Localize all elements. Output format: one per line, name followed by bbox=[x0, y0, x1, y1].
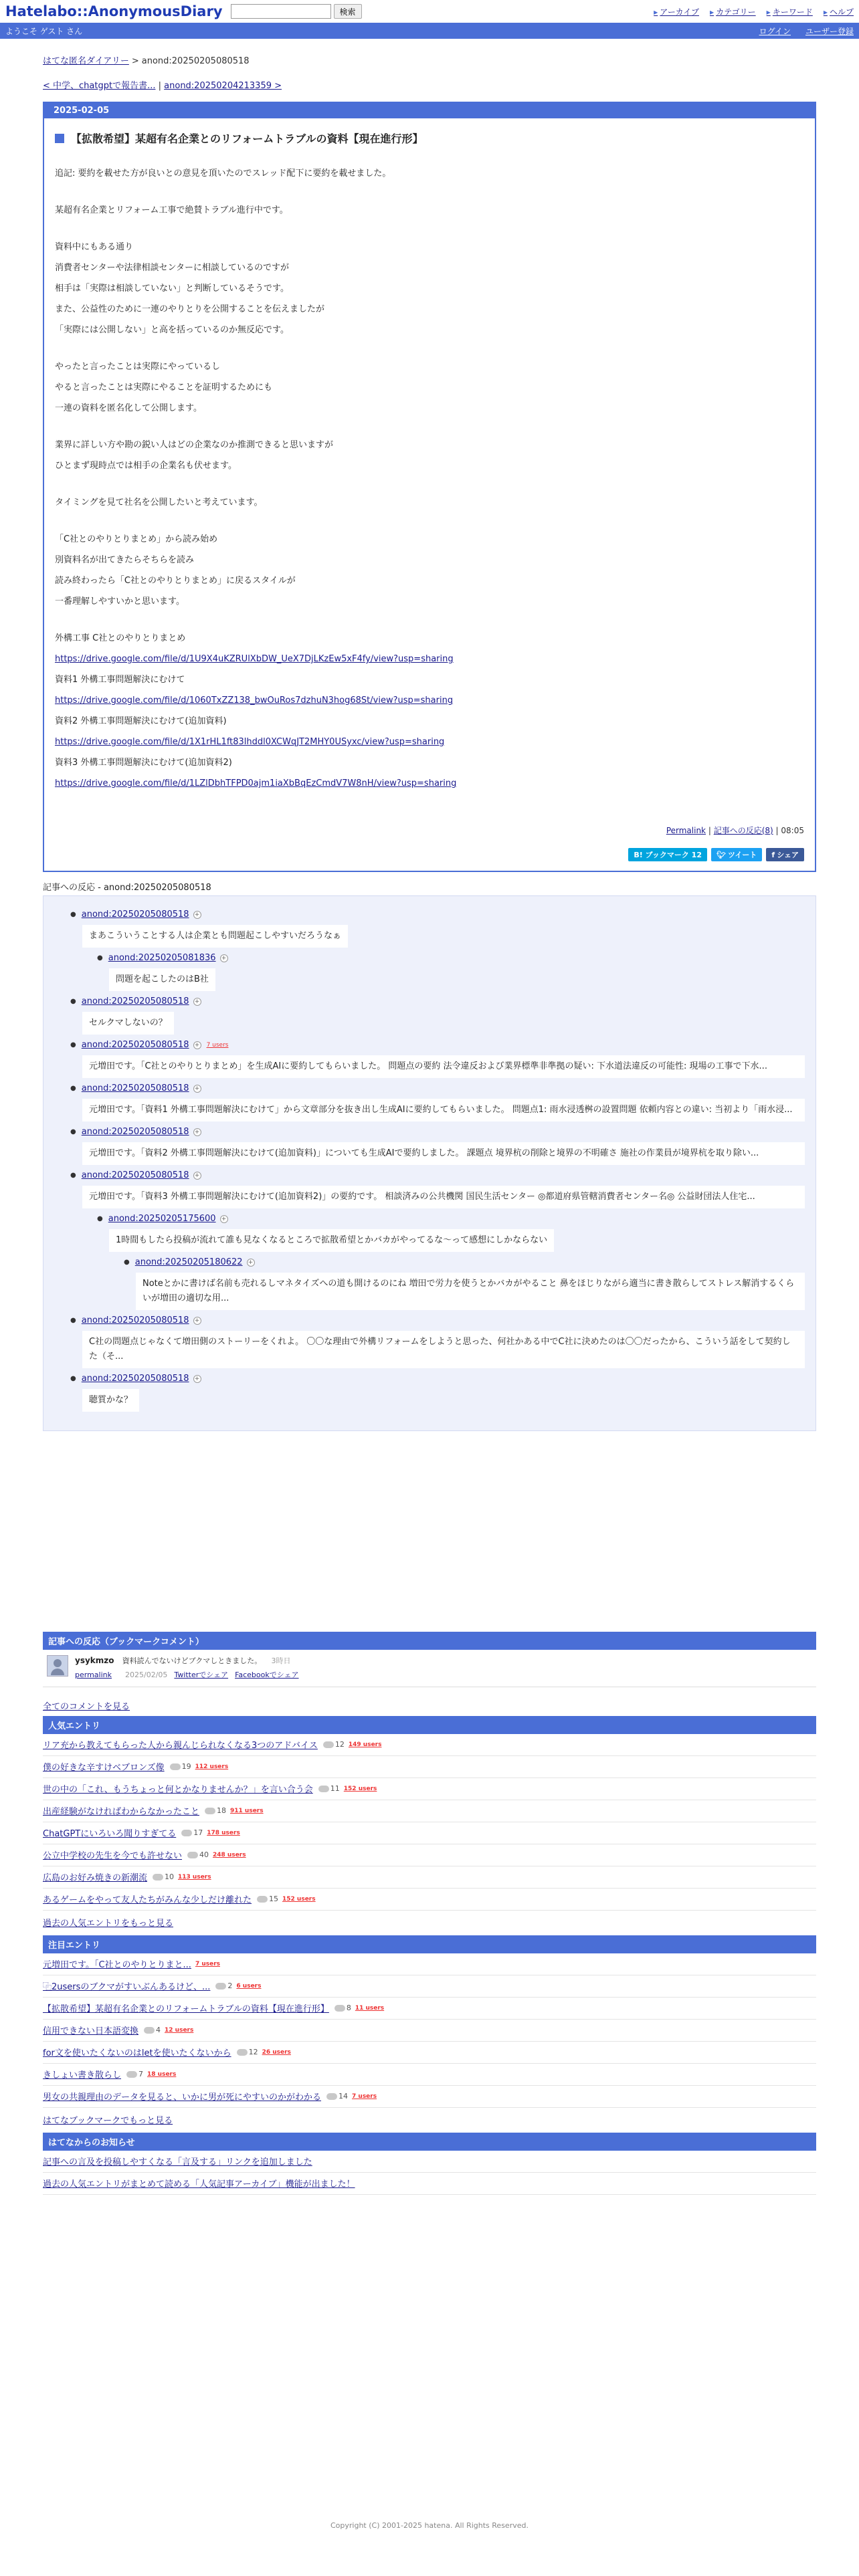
entry-list-item bbox=[43, 2064, 816, 2086]
entry-line: 追記: 要約を載せた方が良いとの意見を頂いたのでスレッド配下に要約を載せました。 bbox=[55, 169, 391, 179]
footer-separator: | bbox=[708, 826, 711, 835]
reaction-excerpt: Noteとかに書けば名前も売れるしマネタイズへの道も開けるのにね 増田で労力を使うとかバカがやること 鼻をほじりながら適当に書き散らしてストレス解消するくらいが増田の適切な用... bbox=[136, 1273, 805, 1310]
material-link[interactable]: https://drive.google.com/file/d/1060TxZZ138_bwOuRos7dzhuN3hog68St/view?usp=sharing bbox=[55, 695, 454, 706]
bookmark-users-badge[interactable]: 152 users bbox=[282, 1895, 316, 1903]
reaction-link[interactable]: anond:20250205080518 bbox=[81, 1083, 189, 1093]
fb-share-label: シェア bbox=[777, 851, 799, 859]
news-list bbox=[43, 2151, 816, 2195]
comment-bubble-icon bbox=[144, 2027, 155, 2034]
entry-line: ひとまず現時点では相手の企業名も伏せます。 bbox=[55, 461, 237, 471]
reaction-excerpt: 元増田です。「資料1 外構工事問題解決にむけて」から文章部分を抜き出し生成AIに要約してもらいました。 問題点1: 雨水浸透桝の設置問題 依頼内容との違い: 当初より「雨水浸... bbox=[82, 1099, 805, 1121]
entry-paragraph bbox=[55, 529, 804, 612]
reaction-link[interactable]: anond:20250205175600 bbox=[108, 1214, 216, 1224]
reaction-item bbox=[70, 1083, 805, 1121]
entry-time: 08:05 bbox=[781, 826, 804, 835]
entry-date: 2025-02-05 bbox=[44, 103, 815, 118]
bookmark-users-badge[interactable]: 7 users bbox=[352, 2092, 377, 2100]
facebook-share-link[interactable]: Facebookでシェア bbox=[235, 1671, 299, 1679]
breadcrumb-current: anond:20250205080518 bbox=[141, 56, 250, 66]
reaction-excerpt: まあこういうことする人は企業とも問題起こしやすいだろうなぁ bbox=[82, 925, 348, 948]
main-content bbox=[43, 39, 816, 2195]
bookmark-users-badge[interactable]: 178 users bbox=[207, 1829, 240, 1836]
reaction-link[interactable]: anond:20250205080518 bbox=[81, 1040, 189, 1050]
reaction-item bbox=[70, 909, 805, 948]
reaction-head bbox=[70, 996, 805, 1006]
bookmark-users-badge[interactable]: 6 users bbox=[236, 1982, 262, 1990]
all-comments bbox=[43, 1699, 816, 1712]
comment-bubble-icon bbox=[205, 1808, 215, 1814]
entry-line: 資料中にもある通り bbox=[55, 242, 134, 252]
notable-list bbox=[43, 1953, 816, 2108]
entry-list-link[interactable]: きしょい書き散らし bbox=[43, 2070, 122, 2080]
reaction-item bbox=[70, 1374, 805, 1412]
comment-bubble-icon bbox=[318, 1786, 329, 1792]
expand-icon[interactable]: + bbox=[193, 1317, 201, 1325]
comment-count: 4 bbox=[156, 2026, 161, 2034]
bookmark-users-badge[interactable]: 11 users bbox=[355, 2004, 385, 2012]
comment-bubble-icon bbox=[323, 1741, 334, 1748]
material-link[interactable]: https://drive.google.com/file/d/1U9X4uKZRUlXbDW_UeX7DjLKzEw5xF4fy/view?usp=sharing bbox=[55, 654, 454, 664]
reaction-item bbox=[70, 1315, 805, 1368]
footer-separator: | bbox=[775, 826, 779, 835]
comment-bubble-icon bbox=[126, 2071, 137, 2078]
expand-icon[interactable]: + bbox=[247, 1259, 255, 1267]
reaction-excerpt: 問題を起こしたのはB社 bbox=[109, 968, 215, 991]
reactions-tree bbox=[43, 895, 816, 1431]
comment-count: 12 bbox=[248, 2048, 258, 2056]
prev-next-nav bbox=[43, 78, 816, 91]
entry-line: 別資料名が出てきたらそちらを読み bbox=[55, 555, 195, 565]
entry-line: 「C社とのやりとりまとめ」から読み始め bbox=[55, 534, 218, 544]
hatena-bookmark-button[interactable]: B! ブックマーク 12 bbox=[628, 848, 707, 861]
reaction-head bbox=[70, 909, 805, 920]
user-bar bbox=[0, 23, 859, 39]
material-link-row bbox=[55, 732, 804, 752]
expand-icon[interactable]: + bbox=[193, 1128, 201, 1136]
material-link[interactable]: https://drive.google.com/file/d/1X1rHL1ft83lhddl0XCWqJT2MHY0USyxc/view?usp=sharing bbox=[55, 737, 445, 747]
comment-bubble-icon bbox=[326, 2093, 337, 2100]
entry-list-item bbox=[43, 1800, 816, 1822]
entry-paragraph bbox=[55, 492, 804, 513]
entry-line: タイミングを見て社名を公開したいと考えています。 bbox=[55, 498, 263, 508]
reaction-link[interactable]: anond:20250205080518 bbox=[81, 1374, 189, 1384]
register-link[interactable]: ユーザー登録 bbox=[805, 26, 854, 36]
comment-bubble-icon bbox=[335, 2005, 345, 2012]
entry-list-link[interactable]: 世の中の「これ、もうちょっと何とかなりませんか？」を言い合う会 bbox=[43, 1785, 313, 1795]
expand-icon[interactable]: + bbox=[193, 911, 201, 919]
bookmark-permalink[interactable]: permalink bbox=[75, 1671, 112, 1679]
comment-count: 2 bbox=[227, 1981, 233, 1990]
bookmark-users-badge[interactable]: 7 users bbox=[195, 1960, 220, 1967]
entry-list-link[interactable]: 【拡散希望】某超有名企業とのリフォームトラブルの資料【現在進行形】 bbox=[43, 2004, 329, 2014]
bookmark-meta bbox=[75, 1669, 306, 1680]
bookmark-users-badge[interactable]: 12 users bbox=[165, 2026, 194, 2034]
entry-line: 読み終わったら「C社とのやりとりまとめ」に戻るスタイルが bbox=[55, 576, 296, 586]
title-square-icon bbox=[55, 134, 64, 143]
news-item bbox=[43, 2173, 816, 2195]
bullet-icon: ● bbox=[97, 954, 103, 962]
reaction-head bbox=[70, 1374, 805, 1384]
material-label: 資料3 外構工事問題解決にむけて(追加資料2) bbox=[55, 758, 232, 768]
nav-help[interactable]: ▶ ヘルプ bbox=[824, 6, 854, 17]
bullet-icon: ● bbox=[70, 998, 76, 1005]
reaction-item bbox=[124, 1257, 805, 1310]
entry-list-item bbox=[43, 1975, 816, 1998]
entry-list-item bbox=[43, 1822, 816, 1844]
comment-bubble-icon bbox=[187, 1852, 198, 1858]
material-label: 資料1 外構工事問題解決にむけて bbox=[55, 675, 185, 685]
entry-list-link[interactable]: 公立中学校の先生を今でも許せない bbox=[43, 1851, 183, 1861]
entry-list-link[interactable]: for文を使いたくないのはletを使いたくないから bbox=[43, 2048, 231, 2058]
expand-icon[interactable]: + bbox=[193, 1041, 201, 1049]
welcome-text: ようこそ ゲスト さん bbox=[5, 26, 83, 36]
entry-title-text[interactable]: 【拡散希望】某超有名企業とのリフォームトラブルの資料【現在進行形】 bbox=[71, 132, 423, 145]
entry-line: やると言ったことは実際にやることを証明するためにも bbox=[55, 383, 273, 393]
entry-list-item bbox=[43, 2020, 816, 2042]
bullet-icon: ● bbox=[70, 1085, 76, 1092]
expand-icon[interactable]: + bbox=[193, 998, 201, 1006]
search-input[interactable] bbox=[231, 4, 331, 19]
top-bar bbox=[0, 0, 859, 23]
reaction-item bbox=[70, 1170, 805, 1208]
entry-line: 某超有名企業とリフォーム工事で絶賛トラブル進行中です。 bbox=[55, 205, 288, 215]
entry-line: 一連の資料を匿名化して公開します。 bbox=[55, 403, 202, 413]
bookmark-comment-text: 資料読んでないけどブクマしときました。 bbox=[122, 1656, 262, 1665]
entry-list-item bbox=[43, 1756, 816, 1778]
entry-list-item bbox=[43, 1889, 816, 1911]
material-label: 資料2 外構工事問題解決にむけて(追加資料) bbox=[55, 716, 227, 726]
comment-count: 17 bbox=[193, 1828, 203, 1837]
notable-header: 注目エントリ bbox=[43, 1935, 816, 1953]
entry-list-item bbox=[43, 1778, 816, 1800]
entry-line: 「実際には公開しない」と高を括っているのか無反応です。 bbox=[55, 325, 289, 335]
bookmark-users-badge[interactable]: 152 users bbox=[343, 1785, 377, 1792]
diary-entry bbox=[43, 102, 816, 872]
comment-count: 12 bbox=[335, 1740, 345, 1749]
material-link-row bbox=[55, 773, 804, 794]
reactions-heading: 記事への反応 - anond:20250205080518 bbox=[43, 883, 211, 893]
entry-list-link[interactable]: リア充から教えてもらった人から親んじられなくなる3つのアドバイス bbox=[43, 1741, 318, 1751]
entry-line: 一番理解しやすいかと思います。 bbox=[55, 597, 185, 607]
reaction-link[interactable]: anond:20250205180622 bbox=[134, 1257, 243, 1267]
bullet-icon: ● bbox=[124, 1259, 130, 1266]
entry-paragraph bbox=[55, 356, 804, 419]
breadcrumb-home[interactable]: はてな匿名ダイアリー bbox=[43, 56, 129, 66]
reaction-item bbox=[70, 1127, 805, 1165]
comment-count: 14 bbox=[339, 2092, 349, 2101]
reaction-link[interactable]: anond:20250205080518 bbox=[81, 1170, 189, 1180]
material-link-row bbox=[55, 690, 804, 711]
material-label: 外構工事 C社とのやりとりまとめ bbox=[55, 633, 186, 643]
bookmark-users-badge[interactable]: 112 users bbox=[195, 1763, 229, 1770]
reaction-head bbox=[97, 953, 805, 963]
news-link[interactable]: 過去の人気エントリがまとめて読める「人気記事アーカイブ」機能が出ました！ bbox=[43, 2179, 355, 2189]
share-buttons bbox=[55, 848, 804, 861]
bookmark-date: 2025/02/05 bbox=[125, 1671, 168, 1679]
facebook-share-button[interactable] bbox=[766, 848, 804, 861]
entry-list-link[interactable]: ChatGPTにいろいろ聞りすぎてる bbox=[43, 1829, 177, 1839]
comment-count: 15 bbox=[269, 1895, 279, 1903]
entry-list-link[interactable]: 信用できない日本語変換 bbox=[43, 2026, 139, 2036]
reaction-excerpt: 元増田です。「資料3 外構工事問題解決にむけて(追加資料2)」の要約です。 相談済みの公共機関 国民生活センター ◎都道府県管轄消費者センター名◎ 公益財団法人住宅... bbox=[82, 1186, 805, 1208]
bullet-icon: ● bbox=[70, 911, 76, 918]
reaction-excerpt: 元増田です。「C社とのやりとりまとめ」を生成AIに要約してもらいました。 問題点の要約 法令違反および業界標準非準拠の疑い: 下水道法違反の可能性: 現場の工事で下水... bbox=[82, 1055, 805, 1078]
facebook-f-icon: f bbox=[771, 850, 775, 859]
bullet-icon: ● bbox=[70, 1375, 76, 1382]
reaction-head bbox=[70, 1170, 805, 1180]
comment-count: 19 bbox=[181, 1762, 191, 1771]
tweet-button[interactable] bbox=[711, 848, 762, 861]
comment-count: 7 bbox=[138, 2070, 144, 2078]
entry-list-link[interactable]: 広島のお好み焼きの新潮流 bbox=[43, 1873, 148, 1883]
next-entry-link[interactable]: anond:20250204213359 > bbox=[164, 81, 282, 91]
nav-category[interactable]: ▶ カテゴリー bbox=[710, 6, 756, 17]
entry-list-item bbox=[43, 1866, 816, 1889]
prev-next-separator: | bbox=[158, 81, 162, 91]
comment-bubble-icon bbox=[215, 1983, 226, 1990]
comment-count: 40 bbox=[199, 1850, 209, 1859]
expand-icon[interactable]: + bbox=[193, 1172, 201, 1180]
reaction-head bbox=[97, 1214, 805, 1224]
popular-more-link[interactable]: 過去の人気エントリをもっと見る bbox=[43, 1919, 174, 1929]
bullet-icon: ● bbox=[70, 1172, 76, 1179]
expand-icon[interactable]: + bbox=[193, 1085, 201, 1093]
nav-archive[interactable]: ▶ アーカイブ bbox=[654, 6, 699, 17]
avatar[interactable] bbox=[47, 1655, 68, 1677]
bullet-icon: ● bbox=[70, 1128, 76, 1136]
news-header: はてなからのお知らせ bbox=[43, 2133, 816, 2151]
ad-space bbox=[43, 1431, 816, 1632]
reaction-link[interactable]: anond:20250205080518 bbox=[81, 1127, 189, 1137]
reaction-head bbox=[70, 1040, 805, 1050]
copyright-footer: Copyright (C) 2001-2025 hatena. All Rights Reserved. bbox=[330, 2521, 529, 2530]
search-button[interactable]: 検索 bbox=[334, 4, 362, 19]
tweet-label: ツイート bbox=[727, 851, 757, 859]
material-link[interactable]: https://drive.google.com/file/d/1LZlDbhTFPD0ajm1iaXbBqEzCmdV7W8nH/view?usp=sharing bbox=[55, 778, 457, 788]
site-logo[interactable]: Hatelabo::AnonymousDiary bbox=[5, 3, 223, 19]
entry-title bbox=[55, 130, 804, 146]
expand-icon[interactable]: + bbox=[220, 954, 228, 962]
reaction-item bbox=[70, 996, 805, 1035]
reaction-excerpt: 聴質かな？ bbox=[82, 1389, 139, 1412]
reaction-item bbox=[97, 1214, 805, 1252]
reaction-link[interactable]: anond:20250205081836 bbox=[108, 953, 216, 963]
prev-entry-link[interactable]: < 中学、chatgptで報告書... bbox=[43, 81, 156, 91]
bookmark-users-badge[interactable]: 149 users bbox=[348, 1741, 382, 1748]
twitter-share-link[interactable]: Twitterでシェア bbox=[174, 1671, 229, 1679]
all-comments-link[interactable]: 全てのコメントを見る bbox=[43, 1702, 130, 1712]
comment-bubble-icon bbox=[257, 1896, 268, 1903]
entry-line: やったと言ったことは実際にやっているし bbox=[55, 362, 221, 372]
breadcrumb-separator: > bbox=[131, 56, 139, 66]
entry-list-link[interactable]: あるゲームをやって友人たちがみんな少しだけ離れた bbox=[43, 1895, 252, 1905]
expand-icon[interactable]: + bbox=[220, 1215, 228, 1223]
bookmark-users-badge[interactable]: 248 users bbox=[213, 1851, 246, 1858]
bookmark-users-badge[interactable]: 911 users bbox=[230, 1807, 264, 1814]
comment-count: 18 bbox=[217, 1806, 227, 1815]
comment-count: 10 bbox=[165, 1872, 175, 1881]
entry-list-item bbox=[43, 2086, 816, 2108]
reaction-head bbox=[70, 1083, 805, 1093]
comment-bubble-icon bbox=[170, 1763, 181, 1770]
bookmark-users-badge[interactable]: 113 users bbox=[178, 1873, 211, 1881]
comment-bubble-icon bbox=[181, 1830, 192, 1836]
reaction-link[interactable]: anond:20250205080518 bbox=[81, 996, 189, 1006]
permalink-link[interactable]: Permalink bbox=[666, 826, 706, 835]
bookmark-comment bbox=[43, 1650, 816, 1687]
bookmark-users-badge[interactable]: 7 users bbox=[206, 1041, 229, 1049]
entry-list-link[interactable]: 出産経験がなければわからなかったこと bbox=[43, 1807, 200, 1817]
twitter-bird-icon: 🐦︎ bbox=[717, 850, 726, 859]
entry-line: 業界に詳しい方や勘の鋭い人はどの企業なのか推測できると思いますが bbox=[55, 440, 334, 450]
top-nav bbox=[654, 6, 854, 17]
entry-list-item bbox=[43, 1998, 816, 2020]
reaction-link[interactable]: anond:20250205080518 bbox=[81, 1315, 189, 1325]
bullet-icon: ● bbox=[70, 1317, 76, 1324]
comment-count: 11 bbox=[330, 1784, 340, 1793]
bookmark-user[interactable]: ysykmzo bbox=[75, 1656, 114, 1665]
bullet-icon: ● bbox=[70, 1041, 76, 1049]
notable-more bbox=[43, 2108, 816, 2133]
bookmark-time: 3時日 bbox=[271, 1656, 291, 1665]
entry-paragraph bbox=[55, 237, 804, 340]
entry-list-item bbox=[43, 1734, 816, 1756]
entry-list-link[interactable]: ⿻2usersのブクマがすいぶんあるけど、... bbox=[43, 1982, 211, 1992]
comment-bubble-icon bbox=[237, 2049, 248, 2056]
entry-list-item bbox=[43, 1953, 816, 1975]
bookmark-users-badge[interactable]: 18 users bbox=[147, 2070, 177, 2078]
material-link-row bbox=[55, 649, 804, 669]
reaction-excerpt: 1時間もしたら投稿が流れて誰も見なくなるところで拡散希望とかバカがやってるな〜って感想にしかならない bbox=[109, 1229, 554, 1252]
entry-list-item bbox=[43, 1844, 816, 1866]
entry-paragraph bbox=[55, 200, 804, 221]
entry-paragraphs bbox=[55, 163, 804, 612]
entry-footer bbox=[55, 825, 804, 836]
reaction-head bbox=[70, 1315, 805, 1325]
entry-list-link[interactable]: 男女の共親理由のデータを見ると、いかに男が死にやすいのかがわかる bbox=[43, 2092, 322, 2103]
bookmark-users-badge[interactable]: 26 users bbox=[262, 2048, 291, 2056]
entry-body bbox=[44, 118, 815, 871]
entry-line: 消費者センターや法律相談センターに相談しているのですが bbox=[55, 263, 289, 273]
entry-list-item bbox=[43, 2042, 816, 2064]
popular-list bbox=[43, 1734, 816, 1911]
popular-header: 人気エントリ bbox=[43, 1716, 816, 1734]
comment-bubble-icon bbox=[153, 1874, 163, 1881]
reaction-excerpt: セルクマしないの？ bbox=[82, 1012, 174, 1035]
entry-list-link[interactable]: 元増田です。「C社とのやりとりまと... bbox=[43, 1960, 191, 1970]
reaction-head bbox=[124, 1257, 805, 1267]
expand-icon[interactable]: + bbox=[193, 1375, 201, 1383]
reaction-item bbox=[97, 953, 805, 991]
reactions-link[interactable]: 記事への反応(8) bbox=[713, 826, 773, 835]
entry-paragraph bbox=[55, 435, 804, 476]
notable-more-link[interactable]: はてなブックマークでもっと見る bbox=[43, 2116, 173, 2126]
reaction-link[interactable]: anond:20250205080518 bbox=[81, 909, 189, 920]
news-link[interactable]: 記事への言及を投稿しやすくなる「言及する」リンクを追加しました bbox=[43, 2157, 312, 2167]
bookmark-comments-header: 記事への反応（ブックマークコメント） bbox=[43, 1632, 816, 1650]
entry-line: 相手は「実際は相談していない」と判断しているそうです。 bbox=[55, 284, 289, 294]
login-link[interactable]: ログイン bbox=[759, 26, 791, 36]
entry-materials bbox=[55, 628, 804, 794]
news-item bbox=[43, 2151, 816, 2173]
entry-list-link[interactable]: 僕の好きな辛すけベブロンズ像 bbox=[43, 1763, 165, 1773]
reaction-head bbox=[70, 1127, 805, 1137]
reaction-excerpt: 元増田です。「資料2 外構工事問題解決にむけて(追加資料)」についても生成AIで要約しました。 課題点 境界杭の削除と境界の不明確さ 施社の作業員が境界杭を取り除い... bbox=[82, 1142, 805, 1165]
reaction-item bbox=[70, 1040, 805, 1078]
nav-keyword[interactable]: ▶ キーワード bbox=[767, 6, 813, 17]
breadcrumb bbox=[43, 53, 816, 66]
popular-more bbox=[43, 1911, 816, 1935]
entry-paragraph bbox=[55, 163, 804, 184]
comment-count: 8 bbox=[346, 2004, 351, 2012]
reaction-excerpt: C社の問題点じゃなくて増田側のストーリーをくれよ。 〇〇な理由で外構リフォームをしようと思った、何社かある中でC社に決めたのは〇〇だったから、こういう話をして契約した（そ... bbox=[82, 1331, 805, 1368]
bullet-icon: ● bbox=[97, 1215, 103, 1222]
entry-line: また、公益性のために一連のやりとりを公開することを伝えましたが bbox=[55, 304, 325, 314]
